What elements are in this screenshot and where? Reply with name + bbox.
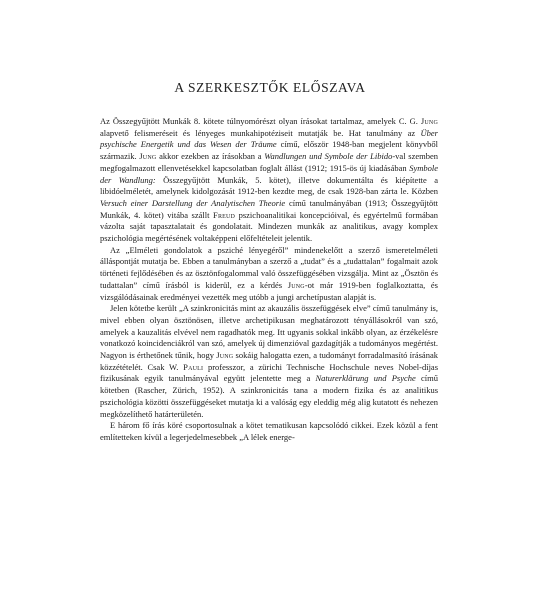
text-run: E három fő írás köré csoportosulnak a kötet tematikusan kapcsolódó cikkei. Ezek közül a fent említetteken kívül a legerjedelmesebbek „A lélek energe- (100, 420, 438, 442)
author-name: Pauli (183, 361, 204, 372)
paragraph-1 (100, 116, 438, 245)
text-run: Az „Elméleti gondolatok a psziché lényegéről” mindenekelőtt a szerző ismeretelméleti álláspontját mutatja be. Ebben a tanulmányban a szerző a „tudat” és a „tudattalan” fogalmait azok történeti fejlődésében és az ösztönfogalommal való összefüggésében vizsgálja. Mint az „Ösztön és tudattalan” című írásból is kiderül, ez a kérdés (100, 244, 438, 290)
text-run: alapvető felismeréseit és lényeges munkahipotéziseit mutatják be. Hat tanulmány az (100, 127, 421, 138)
text-run: sokáig halogatta ezen, a tudományt forradalmasító írásának közzétételét. Csak W. (100, 350, 438, 372)
paragraph-4 (100, 420, 438, 443)
body-text (100, 116, 438, 444)
page-title: A SZERKESZTŐK ELŐSZAVA (174, 80, 366, 95)
text-run: professzor, a zürichi Technische Hochschule neves Nobel-díjas fizikusának egyik tanulmányával együtt jelentette meg a (100, 361, 439, 384)
author-name: Jung (139, 151, 157, 162)
paragraph-3 (100, 303, 438, 420)
book-title: Wandlungen und Symbole der Libido (264, 151, 393, 162)
text-run: című kötetben (Rascher, Zürich, 1952). A szinkronicitás tana a modern fizika és az analitikus pszichológia közötti összefüggéseket mutatja ki a valóság egy eleddig még alig kutatott és nehezen megközelíthető határterületén. (100, 373, 438, 419)
text-run: Jelen kötetbe került „A szinkronicitás mint az akauzális összefüggések elve” című tanulmány is, mivel ebben olyan ösztönösen, illetve archetipikusan meghatározott tényállásokról van szó, amelyek a kauzalitás elvével nem ragadhatók meg. Itt ugyanis sokkal inkább olyan, az érzékelésre vonatkozó koincidenciákról van szó, amelyek új dimenzióval gazdagítják a tudományos megértést. Nagyon is érthetőnek tűnik, hogy (100, 303, 438, 361)
book-title: Versuch einer Darstellung der Analytischen Theorie (100, 197, 286, 208)
book-title: Über psychische Energetik und das Wesen der Träume (100, 127, 438, 150)
book-title: Naturerklärung und Psyche (315, 373, 416, 384)
text-run: -val szemben megfogalmazott ellenvetésekkel kapcsolatban foglalt állást (1912; 1915-ös új kiadásában (100, 151, 439, 173)
paragraph-2 (100, 245, 438, 304)
author-name: Freud (213, 209, 236, 220)
author-name: Jung (420, 116, 438, 126)
text-run: Az Összegyűjtött Munkák 8. kötete túlnyomórészt olyan írásokat tartalmaz, amelyek C. G. (100, 116, 421, 126)
text-run: Összegyűjtött Munkák, 5. kötet), illetve dokumentálta és kiépítette a libidóelméletét, amelynek kidolgozását 1912-ben kezdte meg, de csak 1928-ban zárta le. Közben (100, 174, 439, 197)
text-run: pszichoanalitikai koncepcióival, és egyértelmű formában vázolta saját tapasztalatait és gondolatait. Mindezen munkák az analitikus, avagy komplex pszichológia megértésének voltaképpeni előfeltételeit jelentik. (100, 209, 438, 244)
text-run: című tanulmányában (1913; Összegyűjtött Munkák, 4. kötet) vitába szállt (100, 197, 439, 220)
book-title: Symbole der Wandlung: (100, 162, 438, 185)
text-run: akkor ezekben az írásokban a (156, 151, 265, 162)
text-run: -ot már 1919-ben foglalkoztatta, és vizsgálódásainak eredményei vezették meg utóbb a jungi archetípustan alapját is. (100, 279, 438, 302)
text-run: című, először 1948-ban megjelent könyvből származik. (100, 139, 438, 162)
author-name: Jung (216, 350, 234, 361)
author-name: Jung (287, 279, 305, 290)
